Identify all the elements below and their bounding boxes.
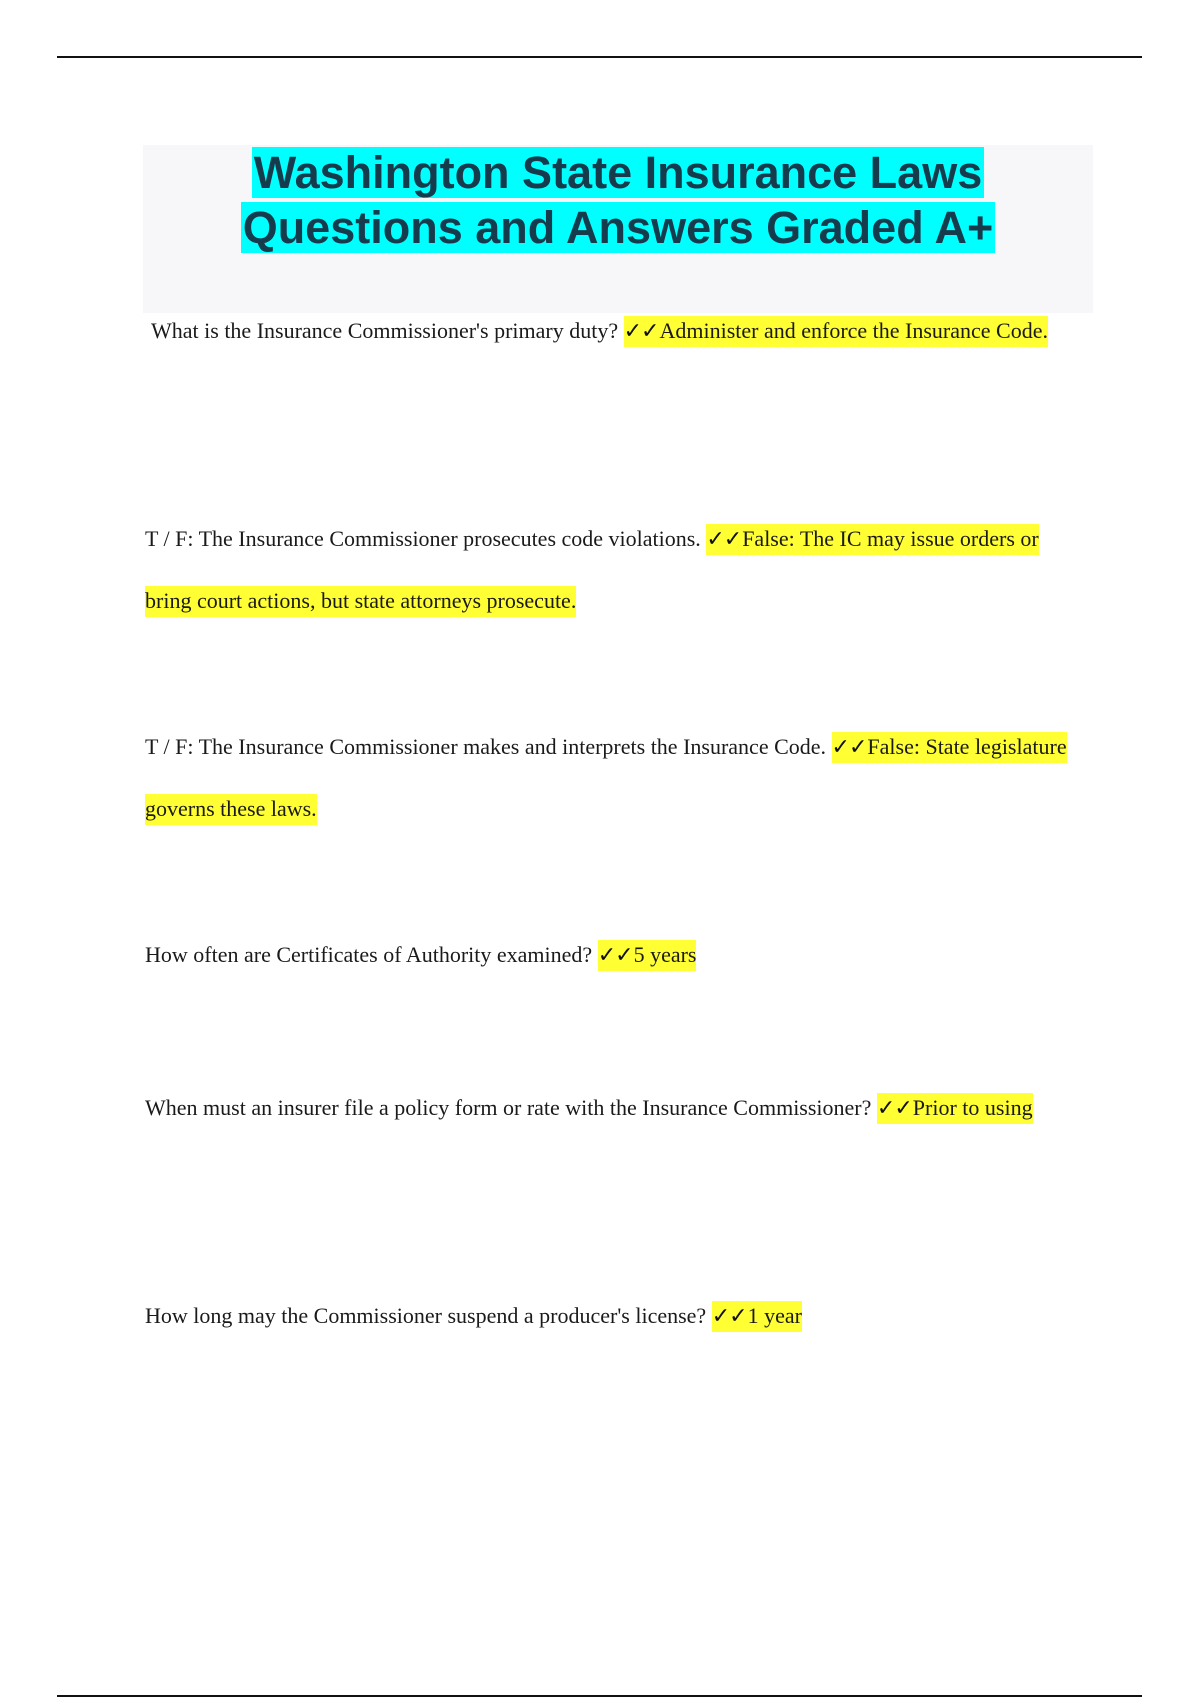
answer-text: False: The IC may issue orders or bring court actions, but state attorneys prosecute. (145, 526, 1039, 613)
answer-text: False: State legislature governs these laws. (145, 734, 1067, 821)
double-check-icon: ✓✓ (623, 319, 659, 344)
question-text: When must an insurer file a policy form or rate with the Insurance Commissioner? (145, 1095, 872, 1120)
question-text: What is the Insurance Commissioner's primary duty? (151, 318, 619, 343)
question-text: How long may the Commissioner suspend a producer's license? (145, 1303, 707, 1328)
double-check-icon: ✓✓ (706, 527, 742, 552)
question-text: T / F: The Insurance Commissioner makes and interprets the Insurance Code. (145, 734, 827, 759)
double-check-icon: ✓✓ (711, 1304, 747, 1329)
answer-text: Prior to using (912, 1095, 1033, 1120)
double-check-icon: ✓✓ (876, 1096, 912, 1121)
answer-highlight (598, 940, 697, 971)
document-title (143, 145, 1093, 255)
answer-highlight (624, 316, 1048, 347)
question-text: How often are Certificates of Authority examined? (145, 942, 593, 967)
qa-item (145, 716, 1085, 839)
qa-item (145, 924, 1085, 986)
answer-highlight (712, 1301, 802, 1332)
qa-item (145, 1285, 1085, 1347)
answer-highlight (877, 1093, 1033, 1124)
double-check-icon: ✓✓ (597, 943, 633, 968)
bottom-rule (57, 1695, 1142, 1697)
qa-item (151, 300, 1091, 362)
qa-item (145, 508, 1085, 631)
answer-text: Administer and enforce the Insurance Code. (659, 318, 1048, 343)
qa-item (145, 1077, 1085, 1139)
double-check-icon: ✓✓ (831, 735, 867, 760)
title-highlight: Washington State Insurance Laws Questions and Answers Graded A+ (242, 147, 994, 253)
answer-text: 1 year (747, 1303, 802, 1328)
top-rule (57, 56, 1142, 58)
answer-text: 5 years (633, 942, 697, 967)
question-text: T / F: The Insurance Commissioner prosecutes code violations. (145, 526, 701, 551)
